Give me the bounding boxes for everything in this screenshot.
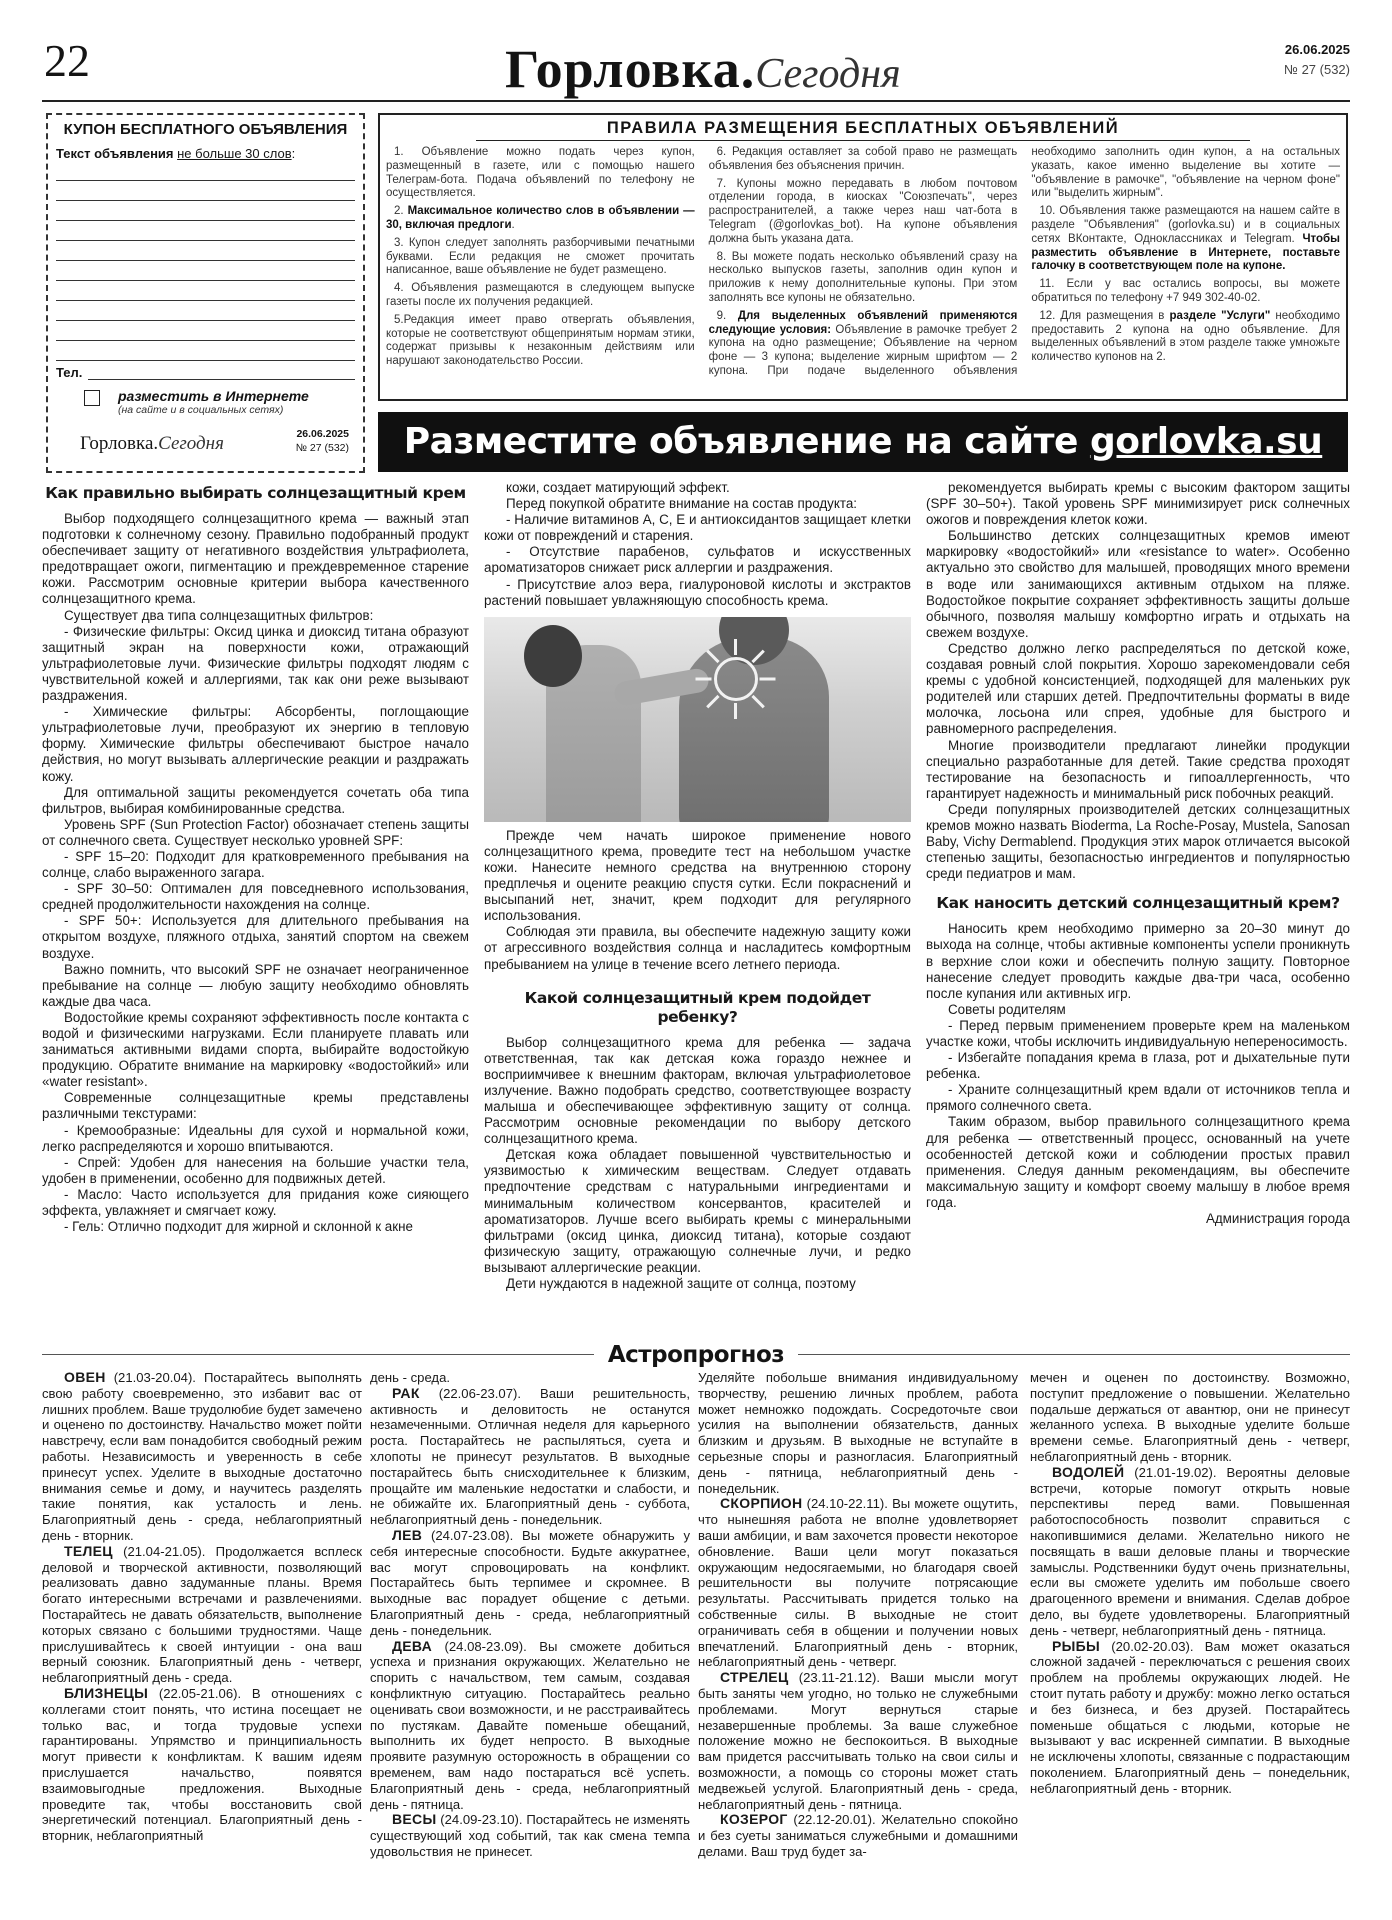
site-link[interactable]: gorlovka.su [1089,421,1323,462]
coupon-write-line[interactable] [56,261,355,281]
zodiac-sign: РЫБЫ [1052,1637,1101,1654]
rule-item: 3. Купон следует заполнять разборчивыми печатными буквами. Если редакция не сможет прочитать написанное, ваше объявление не будет размещено. [386,236,695,277]
article-col-2 [484,480,911,1332]
zodiac-sign: ОВЕН [64,1370,106,1385]
article-paragraph: - SPF 50+: Используется для длительного пребывания на открытом воздухе, пляжного отдыха, занятий спортом на свежем воздухе. [42,913,469,961]
article-paragraph: Выбор солнцезащитного крема для ребенка — задача ответственная, так как детская кожа гораздо нежнее и восприимчивее к внешним факторам, включая ультрафиолетовое излучение. Важно подобрать средство, соответствующее возрасту малыша и обеспечивающее эффективную защиту от солнца. Рассмотрим основные рекомендации по выбору детского солнцезащитного крема. [484,1034,911,1147]
coupon-write-line[interactable] [56,221,355,241]
horoscope-entry: БЛИЗНЕЦЫ (22.05-21.06). В отношениях с коллегами стоит понять, что истина посещает не только вас, и тогда трудовые успехи гарантированы. Упрямство и принципиальность могут привести к конфликтам. К вашим идеям прислушается начальство, появятся взаимовыгодные предложения. Выходные проведите так, чтобы восстановить свой энергетический потенциал. Благоприятный день - вторник, неблагоприятный [42,1684,362,1844]
sunscreen-photo [484,617,911,822]
article-paragraph: Перед покупкой обратите внимание на состав продукта: [506,496,858,512]
zodiac-sign: ДЕВА [392,1637,433,1654]
astro-col-1 [42,1370,362,1880]
article-paragraph: - Храните солнцезащитный крем вдали от источников тепла и прямого солнечного света. [926,1082,1350,1114]
coupon-write-line[interactable] [56,241,355,261]
issue-date: 26.06.2025 [1284,42,1350,57]
horoscope-entry: день - среда. [370,1370,450,1385]
rules-title: ПРАВИЛА РАЗМЕЩЕНИЯ БЕСПЛАТНЫХ ОБЪЯВЛЕНИЙ [476,119,1250,141]
article-paragraph: Для оптимальной защиты рекомендуется сочетать оба типа фильтров, выбирая комбинированные средства. [42,784,469,816]
article-paragraph: Советы родителям [948,1001,1066,1017]
article-paragraph: - Спрей: Удобен для нанесения на большие участки тела, удобен в применении, особенно для подвижных детей. [42,1154,469,1186]
coupon-logo: Горловка.Сегодня 26.06.2025 № 27 (532) [80,428,349,455]
online-checkbox[interactable] [84,390,100,406]
article-paragraph: - Гель: Отлично подходит для жирной и склонной к акне [64,1219,413,1235]
article-paragraph: Важно помнить, что высокий SPF не означает неограниченное пребывание на солнце — любую защиту необходимо обновлять каждые два часа. [42,961,469,1009]
article-paragraph: - Присутствие алоэ вера, гиалуроновой кислоты и экстрактов растений повышает увлажняющую способность крема. [484,576,911,608]
article-paragraph: Существует два типа солнцезащитных фильтров: [64,607,374,623]
rule-item: 4. Объявления размещаются в следующем выпуске газеты после их получения редакцией. [386,282,695,308]
free-ad-coupon [46,113,365,473]
coupon-write-line[interactable] [56,341,355,361]
zodiac-sign: СТРЕЛЕЦ [720,1669,789,1686]
article-paragraph: Таким образом, выбор правильного солнцезащитного крема для ребенка — ответственный процесс, основанный на учете особенностей детской кожи и соблюдении простых правил применения. Следуя данным рекомендациям, вы обеспечите максимальную защиту и комфорт своему малышу в любое время года. [926,1114,1350,1210]
article-paragraph: рекомендуется выбирать кремы с высоким фактором защиты (SPF 30–50+). Такой уровень SPF минимизирует риск солнечных ожогов и повреждения клеток кожи. [926,480,1350,528]
zodiac-sign: СКОРПИОН [720,1495,803,1512]
page-number: 22 [44,35,90,86]
masthead-main: Горловка. [505,39,756,99]
zodiac-sign: ТЕЛЕЦ [64,1542,113,1559]
zodiac-sign: БЛИЗНЕЦЫ [64,1684,149,1701]
horoscope-entry: КОЗЕРОГ (22.12-20.01). Желательно спокойно и без суеты заниматься служебными и домашними делами. Ваш труд будет за- [698,1811,1018,1859]
horoscope-entry: СТРЕЛЕЦ (23.11-21.12). Ваши мысли могут быть заняты чем угодно, но только не служебными проблемами. Могут вернуться старые незавершенные проблемы. За ваше служебное положение можно не беспокоиться. В выходные вам придется рассчитывать только на свои силы и возможности, а помощь со стороны может стать медвежьей услугой. Благоприятный день - среда, неблагоприятный день - пятница. [698,1669,1018,1812]
coupon-lines[interactable] [56,161,355,361]
rule-item: 7. Купоны можно передавать в любом почтовом отделении города, в киосках "Союзпечать", через распространителей, а также через наш чат-бота в Telegram (@gorlovkas_bot). На купоне объявления должна быть указана дата. [708,177,1018,245]
article-signature: Администрация города [1205,1211,1350,1227]
article-paragraph: Водостойкие кремы сохраняют эффективность после контакта с водой и физическими нагрузками. Если планируете плавать или заниматься активными видами спорта, выбирайте водостойкую продукцию. Обратите внимание на маркировку «водостойкий» или «water resistant». [42,1009,469,1090]
subtitle-apply: Как наносить детский солнцезащитный крем? [936,894,1340,913]
article-paragraph: кожи, создает матирующий эффект. [506,480,730,495]
article-title: Как правильно выбирать солнцезащитный крем [45,484,466,502]
sun-drawing-icon [714,657,758,701]
horoscope-entry: СКОРПИОН (24.10-22.11). Вы можете ощутить, что нынешняя работа не вполне удовлетворяет ваши амбиции, и вам захочется провести некоторое обновление. Ваши цели могут показаться окружающим недосягаемыми, но благодаря своей решительности вы получите потрясающие результаты. Рассчитывать придется только на собственные силы. В выходные не стоит ограничивать себя в общении и получении новых впечатлений. Благоприятный день - вторник, неблагоприятный день - четверг. [698,1495,1018,1670]
article-paragraph: Уровень SPF (Sun Protection Factor) обозначает степень защиты от солнечного света. Существует несколько уровней SPF: [42,816,469,848]
article-paragraph: Большинство детских солнцезащитных кремов имеют маркировку «водостойкий» или «resistance to water». Особенно актуально это свойство для малышей, проводящих много времени в воде или занимающихся активным отдыхом на пляже. Водостойкое покрытие сохраняет эффективность защиты дольше обычного, позволяя малышу комфортно играть и отдыхать на свежем воздухе. [926,528,1350,640]
article-paragraph: Наносить крем необходимо примерно за 20–30 минут до выхода на солнце, чтобы активные компоненты успели проникнуть в верхние слои кожи и обеспечить полную защиту. Повторное нанесение следует проводить каждые два-три часа, особенно после купания или активных игр. [926,921,1350,1001]
astro-heading [42,1340,1350,1370]
rule-item: 8. Вы можете подать несколько объявлений сразу на несколько выпусков газеты, заполнив один купон и приложив к нему дополнительные купоны. При этом заполнять все купоны не обязательно. [708,250,1018,304]
horoscope-entry: Уделяйте побольше внимания индивидуальному творчеству, решению личных проблем, работа может немножко подождать. Сосредоточьте свои усилия на выполнении обязательств, данных близким и друзьям. В выходные не вступайте в серьезные споры и разногласия. Благоприятный день - пятница, неблагоприятный день - понедельник. [698,1370,1018,1496]
horoscope-entry: мечен и оценен по достоинству. Возможно, поступит предложение о повышении. Желательно подальше держаться от авантюр, они не принесут желанного успеха. В выходные уделите больше времени семье. Благоприятный день - четверг, неблагоприятный день - вторник. [1030,1370,1350,1464]
masthead [505,39,901,99]
article-paragraph: Прежде чем начать широкое применение нового солнцезащитного крема, проведите тест на небольшом участке кожи. Нанесите немного средства на внутреннюю сторону предплечья и оцените реакцию спустя сутки. Если покраснений и высыпаний нет, значит, крем подходит для регулярного использования. [484,827,911,924]
rule-item: 6. Редакция оставляет за собой право не размещать объявления без объяснения причин. [708,146,1018,172]
coupon-online-option[interactable] [56,388,355,416]
horoscope-entry: ВОДОЛЕЙ (21.01-19.02). Вероятны деловые встречи, которые помогут открыть новые перспективы перед вами. Повышенная работоспособность позволит справиться с накопившимися делами. Желательно никого не посвящать в ваши деловые планы и творческие замыслы. Родственники будут очень признательны, если вы сможете уделить им побольше своего драгоценного времени и внимания. Сделав доброе дело, вы будете удовлетворены. Благоприятный день - четверг, неблагоприятный день - пятница. [1030,1463,1350,1638]
astro-title: Астропрогноз [594,1342,798,1368]
article-paragraph: Детская кожа обладает повышенной чувствительностью и уязвимостью к химическим веществам. Следует отдавать предпочтение средствам с натуральными ингредиентами и минимальным количеством консервантов, красителей и ароматизаторов. Лучше всего выбирать кремы с минеральными фильтрами (оксид цинка, диоксид титана), которые создают физическую защиту, отражающую солнечные лучи, и редко вызывают аллергические реакции. [484,1147,911,1275]
article-paragraph: - Масло: Часто используется для придания коже сияющего эффекта, увлажняет и смягчает кожу. [42,1186,469,1219]
article-paragraph: Среди популярных производителей детских солнцезащитных кремов можно назвать Bioderma, La Roche-Posay, Mustela, Sanosan Baby, Vichy Dermablend. Продукция этих марок отличается высокой степенью защиты, безопасностью ингредиентов и популярностью среди педиатров и мам. [926,801,1350,882]
zodiac-sign: ЛЕВ [392,1526,423,1543]
coupon-write-line[interactable] [56,161,355,181]
coupon-write-line[interactable] [56,281,355,301]
rules-list [386,146,1340,379]
ad-rules-box [378,113,1348,401]
article-paragraph: - Избегайте попадания крема в глаза, рот и дыхательные пути ребенка. [926,1050,1350,1082]
zodiac-sign: ВОДОЛЕЙ [1052,1463,1125,1480]
rule-item: 9. Для выделенных объявлений применяются следующие условия: Объявление в рамочке требует 2 купона на одно размещение; Объявление на черном фоне — 3 купона; выделение жирным шрифтом — 2 купона. При подаче выделенного объявления необходимо заполнить один купон, а на остальных указать, какое именно выделение вы хотите — "объявление в рамочке", "объявление на черном фоне" или "выделить жирным". [708,146,1340,377]
site-banner[interactable]: Разместите объявление на сайте gorlovka.su [378,412,1348,472]
astro-col-2 [370,1370,690,1880]
rule-item: 5.Редакция имеет право отвергать объявления, которые не соответствуют общепринятым нормам этики, содержат призывы к незаконным действиям или нарушают законодательство России. [386,313,695,368]
horoscope-entry: ДЕВА (24.08-23.09). Вы сможете добиться успеха и признания окружающих. Желательно не спорить с начальством, тем самым, создавая конфликтную ситуацию. Постарайтесь реально оценивать свои возможности, и не расстраивайтесь по пустякам. Давайте поменьше обещаний, выполнить их будет непросто. В выходные проявите разумную осторожность в обращении со временем, вам надо постараться всё успеть. Благоприятный день - среда, неблагоприятный день - пятница. [370,1637,690,1812]
article-paragraph: - Наличие витаминов А, С, Е и антиоксидантов защищает клетки кожи от повреждений и старения. [484,512,911,544]
article-paragraph: - Отсутствие парабенов, сульфатов и искусственных ароматизаторов снижает риск аллергии и раздражения. [484,544,911,576]
zodiac-sign: ВЕСЫ [392,1811,437,1828]
astro-col-3 [698,1370,1018,1880]
rule-item: 12. Для размещения в разделе "Услуги" необходимо предоставить 2 купона на одно объявление. Для выделенных объявлений в этом разделе также умножьте количество купонов на 2. [1031,309,1340,364]
article-paragraph: - SPF 30–50: Оптимален для повседневного использования, средней продолжительности нахождения на солнце. [42,881,469,913]
article-paragraph: Современные солнцезащитные кремы представлены различными текстурами: [42,1090,469,1122]
horoscope-entry: ЛЕВ (24.07-23.08). Вы можете обнаружить у себя интересные способности. Будьте аккуратнее, вас могут спровоцировать на конфликт. Постарайтесь быть терпимее и скромнее. В выходные вас порадует общение с детьми. Благоприятный день - среда, неблагоприятный день - понедельник. [370,1526,690,1638]
horoscope-entry: ВЕСЫ (24.09-23.10). Постарайтесь не изменять существующий ход событий, так как смена темпа удовольствия не принесет. [370,1811,690,1859]
online-label: разместить в Интернете [118,388,309,404]
article-paragraph: Многие производители предлагают линейки продукции специально разработанные для детей. Такие средства проходят тестирование на безопасность и гипоаллергенность, что гарантирует надежность и минимальный риск побочных реакций. [926,737,1350,801]
horoscope-entry: ОВЕН (21.03-20.04). Постарайтесь выполнять свою работу своевременно, это избавит вас от лишних проблем. Ваше трудолюбие будет замечено и оценено по достоинству. Начальство может пойти навстречу, если вам понадобится свободный режим работы. Независимость и уверенность в себе принесут успех. Уделите в выходные достаточно внимания семье и дому, и научитесь разделять такие понятия, как усталость и лень. Благоприятный день - среда, неблагоприятный день - вторник. [42,1370,362,1543]
issue-number: № 27 (532) [1284,61,1350,77]
subtitle-kids: Какой солнцезащитный крем подойдет ребенку? [524,988,871,1026]
horoscope-entry: РЫБЫ (20.02-20.03). Вам может оказаться сложной задачей - переключаться с решения своих проблем на проблемы окружающих людей. Не стоит путать работу и дружбу: можно легко остаться и без бизнеса, и без друзей. Постарайтесь поменьше общаться с людьми, которые не вызывают у вас искренней симпатии. В выходные не исключены хлопоты, связанные с подрастающим поколением. Благоприятный день – понедельник, неблагоприятный день - вторник. [1030,1637,1350,1796]
astro-col-4 [1030,1370,1350,1880]
horoscope-entry: ТЕЛЕЦ (21.04-21.05). Продолжается всплеск деловой и творческой активности, позволяющий реализовать давно задуманные планы. Время богато интересными встречами и развлечениями. Постарайтесь не давать обязательств, выполнение которых связано с большими трудностями. Чаще прислушивайтесь к своей интуиции - она ваш верный союзник. Благоприятный день - четверг, неблагоприятный день - среда. [42,1542,362,1686]
online-note: (на сайте и в социальных сетях) [118,404,284,416]
coupon-write-line[interactable] [56,301,355,321]
article-paragraph: - SPF 15–20: Подходит для кратковременного пребывания на солнце, слабо выраженного загара. [42,848,469,881]
rule-item: 1. Объявление можно подать через купон, размещенный в газете, или с помощью нашего Телеграм-бота. Подача объявлений по телефону не осуществляется. [386,146,695,200]
article-paragraph: - Химические фильтры: Абсорбенты, поглощающие ультрафиолетовые лучи, преобразуют их энергию в тепловую форму. Химические фильтры обеспечивают быстрое начало действия, но могут вызывать аллергические реакции и раздражать кожу. [42,704,469,784]
coupon-phone[interactable]: Тел. [56,365,355,380]
coupon-text-label: Текст объявления не больше 30 слов: [56,146,296,161]
article-paragraph: Средство должно легко распределяться по детской коже, создавая ровный слой покрытия. Хорошо зарекомендовали себя кремы с удобной консистенцией, подходящей для маленьких рук родителей или старших детей. Предпочтительны форматы в виде молочка, лосьона или спрея, удобные для быстрого и равномерного распределения. [926,640,1350,737]
rule-item: 10. Объявления также размещаются на нашем сайте в разделе "Объявления" (gorlovka.su) и в социальных сетях ВКонтакте, Одноклассниках и Telegram. Чтобы разместить объявление в Интернете, поставьте галочку в соответствующем поле на купоне. [1031,205,1340,273]
zodiac-sign: КОЗЕРОГ [720,1811,788,1828]
masthead-script: Сегодня [755,51,901,97]
article-paragraph: - Физические фильтры: Оксид цинка и диоксид титана образуют защитный экран на поверхности кожи, отражающий ультрафиолетовые лучи. Физические фильтры подходят людям с чувствительной кожей и аллергиями, так как они реже вызывают раздражения. [42,623,469,704]
article-paragraph: - Перед первым применением проверьте крем на маленьком участке кожи, чтобы исключить индивидуальную непереносимость. [926,1017,1350,1049]
horoscope-entry: РАК (22.06-23.07). Ваши решительность, активность и деловитость не останутся незамеченными. Отличная неделя для карьерного роста. Постарайтесь не распыляться, суета и хлопоты не принесут результатов. В выходные постарайтесь быть снисходительнее к близким, прощайте им маленькие недостатки и слабости, и не обижайте их. Благоприятный день - суббота, неблагоприятный день - понедельник. [370,1384,690,1528]
article-col-3 [926,480,1350,1332]
zodiac-sign: РАК [392,1384,420,1401]
article-col-1 [42,480,469,1332]
article-paragraph: - Кремообразные: Идеальны для сухой и нормальной кожи, легко распределяются и хорошо впитываются. [42,1122,469,1154]
coupon-write-line[interactable] [56,181,355,201]
header-rule [42,100,1350,102]
rule-item: 2. Максимальное количество слов в объявлении — 30, включая предлоги. [386,205,695,231]
rule-item: 11. Если у вас остались вопросы, вы можете обратиться по телефону +7 949 302-40-02. [1031,278,1340,304]
article-paragraph: Выбор подходящего солнцезащитного крема — важный этап подготовки к солнечному сезону. Правильно подобранный продукт обеспечивает защиту от негативного воздействия ультрафиолета, предотвращает ожоги, пигментацию и преждевременное старение кожи. Рассмотрим основные критерии выбора качественного солнцезащитного крема. [42,511,469,607]
coupon-title: КУПОН БЕСПЛАТНОГО ОБЪЯВЛЕНИЯ [63,121,348,138]
issue-info [1284,40,1350,79]
article-paragraph: Дети нуждаются в надежной защите от солнца, поэтому [506,1276,856,1291]
coupon-write-line[interactable] [56,201,355,221]
coupon-write-line[interactable] [56,321,355,341]
article-paragraph: Соблюдая эти правила, вы обеспечите надежную защиту кожи от агрессивного воздействия солнца и насладитесь комфортным пребыванием на улице в течение всего летнего периода. [484,924,911,972]
